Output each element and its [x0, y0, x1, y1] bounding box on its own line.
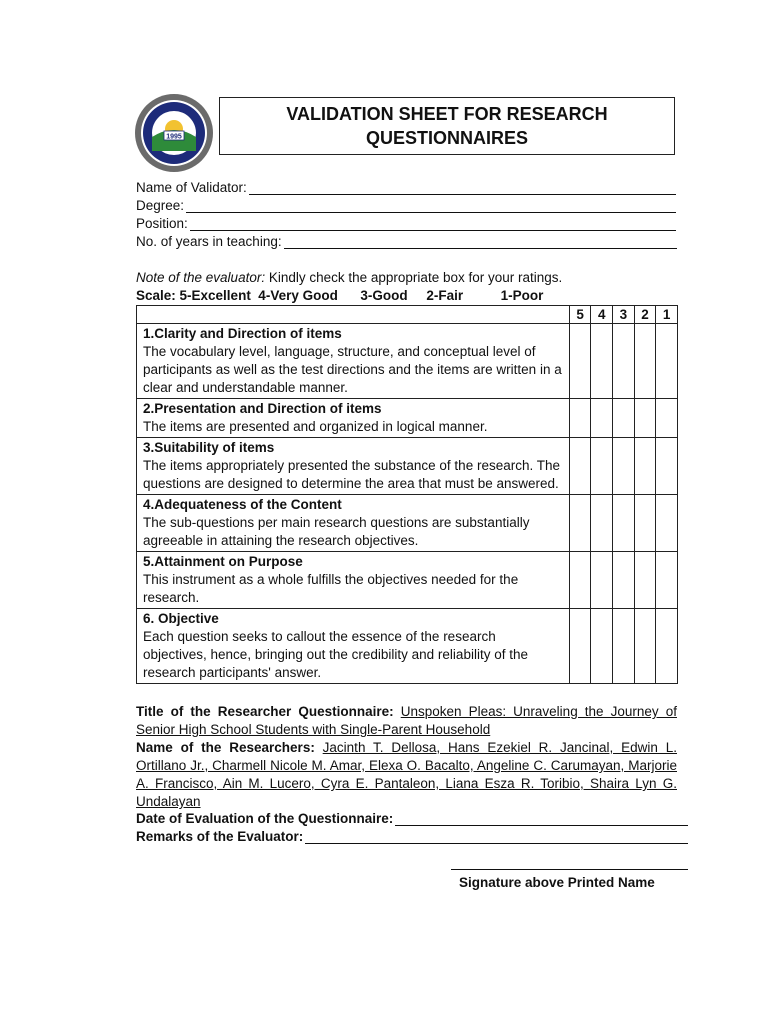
criterion-description: The sub-questions per main research questions are substantially agreeable in attaining the research objectives.	[143, 515, 530, 548]
rating-checkbox-1[interactable]	[656, 438, 678, 495]
field-line[interactable]	[305, 831, 688, 844]
years-teaching-field[interactable]	[136, 234, 677, 249]
rating-checkbox-4[interactable]	[591, 438, 613, 495]
school-seal-icon	[134, 93, 214, 173]
criterion-title: 5.Attainment on Purpose	[143, 554, 303, 569]
rating-checkbox-2[interactable]	[634, 495, 656, 552]
rating-checkbox-2[interactable]	[634, 438, 656, 495]
evaluator-remarks-field[interactable]	[136, 829, 688, 844]
rating-checkbox-5[interactable]	[569, 324, 591, 399]
note-text: Kindly check the appropriate box for your ratings.	[265, 270, 563, 285]
rating-checkbox-1[interactable]	[656, 609, 678, 684]
rating-checkbox-4[interactable]	[591, 495, 613, 552]
criteria-header	[137, 306, 570, 324]
criterion-title: 4.Adequateness of the Content	[143, 497, 342, 512]
field-label: Degree:	[136, 198, 185, 213]
field-line[interactable]	[190, 218, 676, 231]
rating-checkbox-2[interactable]	[634, 609, 656, 684]
rating-checkbox-2[interactable]	[634, 552, 656, 609]
rating-column-2: 2	[634, 306, 656, 324]
evaluator-note	[136, 270, 562, 285]
rating-column-3: 3	[613, 306, 635, 324]
criterion-title: 6. Objective	[143, 611, 219, 626]
rating-checkbox-3[interactable]	[613, 495, 635, 552]
position-field[interactable]	[136, 216, 676, 231]
criterion-cell	[137, 609, 570, 684]
criterion-cell	[137, 324, 570, 399]
field-label: Position:	[136, 216, 188, 231]
field-label: Date of Evaluation of the Questionnaire:	[136, 811, 394, 826]
researchers-block	[136, 739, 677, 811]
rating-checkbox-4[interactable]	[591, 552, 613, 609]
criterion-row	[137, 609, 678, 684]
rating-checkbox-5[interactable]	[569, 399, 591, 438]
signature-line[interactable]	[451, 869, 688, 870]
rating-checkbox-3[interactable]	[613, 324, 635, 399]
criterion-description: The vocabulary level, language, structure, and conceptual level of participants as well as the test directions and the items are written in a clear and understandable manner.	[143, 344, 562, 395]
evaluation-date-field[interactable]	[136, 811, 688, 826]
criterion-description: The items are presented and organized in logical manner.	[143, 419, 488, 434]
logo-year: 1995	[166, 133, 182, 141]
criterion-cell	[137, 552, 570, 609]
note-prefix: Note of the evaluator:	[136, 270, 266, 285]
rating-column-4: 4	[591, 306, 613, 324]
field-line[interactable]	[395, 813, 688, 826]
questionnaire-title-block	[136, 703, 677, 739]
rating-checkbox-5[interactable]	[569, 438, 591, 495]
signature-label: Signature above Printed Name	[459, 875, 655, 890]
rating-checkbox-3[interactable]	[613, 438, 635, 495]
researchers-value: Jacinth T. Dellosa, Hans Ezekiel R. Jancinal, Edwin L. Ortillano Jr., Charmell Nicole M. Amar, Elexa O. Bacalto, Angeline C. Carumayan, Marjorie A. Francisco, Ain M. Lucero, Cyra E. Pantaleon, Liana Esza R. Toribio, Shaira Lyn G. Undalayan	[136, 740, 677, 809]
rating-checkbox-2[interactable]	[634, 399, 656, 438]
criterion-cell	[137, 438, 570, 495]
rating-checkbox-1[interactable]	[656, 495, 678, 552]
researchers-label: Name of the Researchers:	[136, 740, 315, 755]
criterion-title: 1.Clarity and Direction of items	[143, 326, 342, 341]
criterion-cell	[137, 495, 570, 552]
rating-column-1: 1	[656, 306, 678, 324]
questionnaire-title-label: Title of the Researcher Questionnaire:	[136, 704, 394, 719]
rating-checkbox-1[interactable]	[656, 552, 678, 609]
criterion-row	[137, 324, 678, 399]
rating-checkbox-5[interactable]	[569, 552, 591, 609]
rating-table	[136, 305, 678, 684]
rating-header-row	[137, 306, 678, 324]
rating-checkbox-2[interactable]	[634, 324, 656, 399]
criterion-description: The items appropriately presented the substance of the research. The questions are designed to determine the area that must be answered.	[143, 458, 560, 491]
rating-checkbox-3[interactable]	[613, 609, 635, 684]
field-label: Name of Validator:	[136, 180, 247, 195]
degree-field[interactable]	[136, 198, 676, 213]
field-line[interactable]	[186, 200, 676, 213]
rating-scale: Scale: 5-Excellent 4-Very Good 3-Good 2-Fair 1-Poor	[136, 288, 544, 303]
criterion-cell	[137, 399, 570, 438]
validator-name-field[interactable]	[136, 180, 676, 195]
rating-checkbox-4[interactable]	[591, 324, 613, 399]
rating-checkbox-1[interactable]	[656, 324, 678, 399]
rating-column-5: 5	[569, 306, 591, 324]
rating-checkbox-4[interactable]	[591, 609, 613, 684]
criterion-description: Each question seeks to callout the essence of the research objectives, hence, bringing out the credibility and reliability of the research participants' answer.	[143, 629, 528, 680]
field-line[interactable]	[249, 182, 676, 195]
criterion-row	[137, 495, 678, 552]
document-title	[219, 97, 675, 155]
criterion-row	[137, 552, 678, 609]
title-line-1: VALIDATION SHEET FOR RESEARCH	[286, 104, 608, 124]
rating-checkbox-3[interactable]	[613, 552, 635, 609]
rating-checkbox-5[interactable]	[569, 609, 591, 684]
criterion-title: 3.Suitability of items	[143, 440, 275, 455]
field-line[interactable]	[284, 236, 677, 249]
criterion-row	[137, 438, 678, 495]
questionnaire-title-value: Unspoken Pleas: Unraveling the Journey of Senior High School Students with Single-Parent Household	[136, 704, 677, 737]
title-line-2: QUESTIONNAIRES	[365, 128, 529, 148]
rating-checkbox-3[interactable]	[613, 399, 635, 438]
rating-checkbox-1[interactable]	[656, 399, 678, 438]
rating-checkbox-4[interactable]	[591, 399, 613, 438]
criterion-description: This instrument as a whole fulfills the objectives needed for the research.	[143, 572, 519, 605]
field-label: No. of years in teaching:	[136, 234, 282, 249]
field-label: Remarks of the Evaluator:	[136, 829, 304, 844]
rating-checkbox-5[interactable]	[569, 495, 591, 552]
criterion-row	[137, 399, 678, 438]
criterion-title: 2.Presentation and Direction of items	[143, 401, 382, 416]
